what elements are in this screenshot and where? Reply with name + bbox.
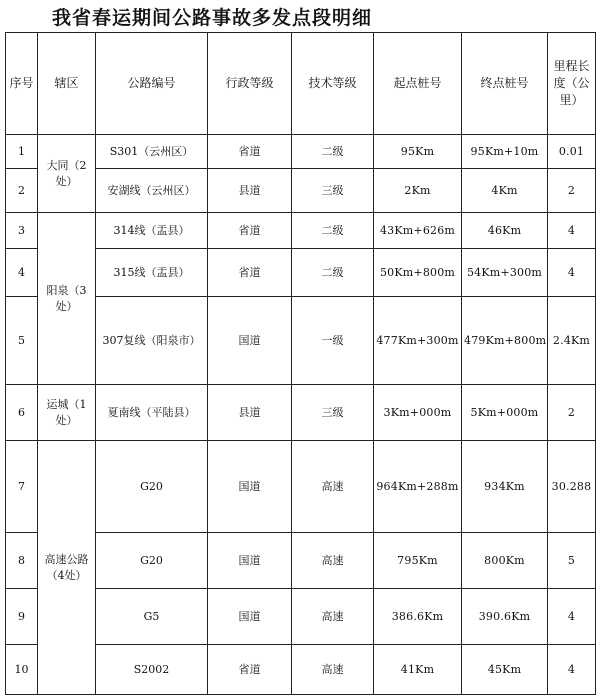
cell-start: 2Km [374,169,462,213]
cell-tech: 一级 [292,297,374,385]
cell-road: 314线（盂县） [96,213,208,249]
cell-admin: 国道 [208,297,292,385]
cell-length: 4 [548,645,596,695]
cell-tech: 二级 [292,135,374,169]
cell-seq: 4 [6,249,38,297]
cell-length: 30.288 [548,441,596,533]
header-row [6,33,596,135]
cell-end: 54Km+300m [462,249,548,297]
cell-tech: 高速 [292,645,374,695]
cell-admin: 国道 [208,589,292,645]
cell-admin: 省道 [208,645,292,695]
cell-end: 479Km+800m [462,297,548,385]
cell-length: 2.4Km [548,297,596,385]
cell-road: S301（云州区） [96,135,208,169]
cell-district: 高速公路（4处） [38,441,96,695]
cell-tech: 二级 [292,249,374,297]
cell-district: 大同（2处） [38,135,96,213]
cell-road: G20 [96,533,208,589]
cell-end: 4Km [462,169,548,213]
cell-length: 2 [548,385,596,441]
cell-district: 阳泉（3处） [38,213,96,385]
cell-start: 386.6Km [374,589,462,645]
cell-road: G5 [96,589,208,645]
cell-admin: 县道 [208,385,292,441]
header-road-no: 公路编号 [96,33,208,135]
table-row [6,135,596,169]
cell-start: 41Km [374,645,462,695]
cell-seq: 10 [6,645,38,695]
cell-start: 43Km+626m [374,213,462,249]
cell-start: 3Km+000m [374,385,462,441]
cell-tech: 高速 [292,533,374,589]
cell-tech: 二级 [292,213,374,249]
cell-seq: 7 [6,441,38,533]
cell-tech: 三级 [292,169,374,213]
cell-tech: 高速 [292,441,374,533]
cell-road: S2002 [96,645,208,695]
cell-seq: 6 [6,385,38,441]
table-row [6,441,596,533]
table-row [6,385,596,441]
cell-admin: 省道 [208,213,292,249]
cell-end: 390.6Km [462,589,548,645]
cell-end: 5Km+000m [462,385,548,441]
cell-seq: 5 [6,297,38,385]
header-end-stake: 终点桩号 [462,33,548,135]
cell-end: 95Km+10m [462,135,548,169]
cell-length: 4 [548,213,596,249]
header-admin-level: 行政等级 [208,33,292,135]
header-tech-level: 技术等级 [292,33,374,135]
cell-start: 95Km [374,135,462,169]
cell-admin: 省道 [208,249,292,297]
cell-road: 315线（盂县） [96,249,208,297]
cell-end: 45Km [462,645,548,695]
cell-start: 477Km+300m [374,297,462,385]
cell-length: 4 [548,249,596,297]
cell-seq: 3 [6,213,38,249]
cell-district: 运城（1处） [38,385,96,441]
cell-tech: 高速 [292,589,374,645]
header-length: 里程长度（公里） [548,33,596,135]
cell-length: 0.01 [548,135,596,169]
cell-road: 夏南线（平陆县） [96,385,208,441]
document-title: 我省春运期间公路事故多发点段明细 [52,7,373,29]
cell-start: 964Km+288m [374,441,462,533]
cell-admin: 县道 [208,169,292,213]
cell-seq: 2 [6,169,38,213]
cell-admin: 省道 [208,135,292,169]
cell-end: 46Km [462,213,548,249]
header-district: 辖区 [38,33,96,135]
cell-length: 5 [548,533,596,589]
cell-end: 934Km [462,441,548,533]
table-row [6,213,596,249]
cell-road: G20 [96,441,208,533]
cell-length: 4 [548,589,596,645]
cell-seq: 1 [6,135,38,169]
cell-admin: 国道 [208,533,292,589]
cell-seq: 8 [6,533,38,589]
cell-start: 795Km [374,533,462,589]
header-start-stake: 起点桩号 [374,33,462,135]
cell-start: 50Km+800m [374,249,462,297]
header-seq: 序号 [6,33,38,135]
cell-road: 307复线（阳泉市） [96,297,208,385]
cell-admin: 国道 [208,441,292,533]
cell-seq: 9 [6,589,38,645]
cell-tech: 三级 [292,385,374,441]
accident-hotspot-table [5,32,596,695]
cell-end: 800Km [462,533,548,589]
cell-road: 安湖线（云州区） [96,169,208,213]
cell-length: 2 [548,169,596,213]
